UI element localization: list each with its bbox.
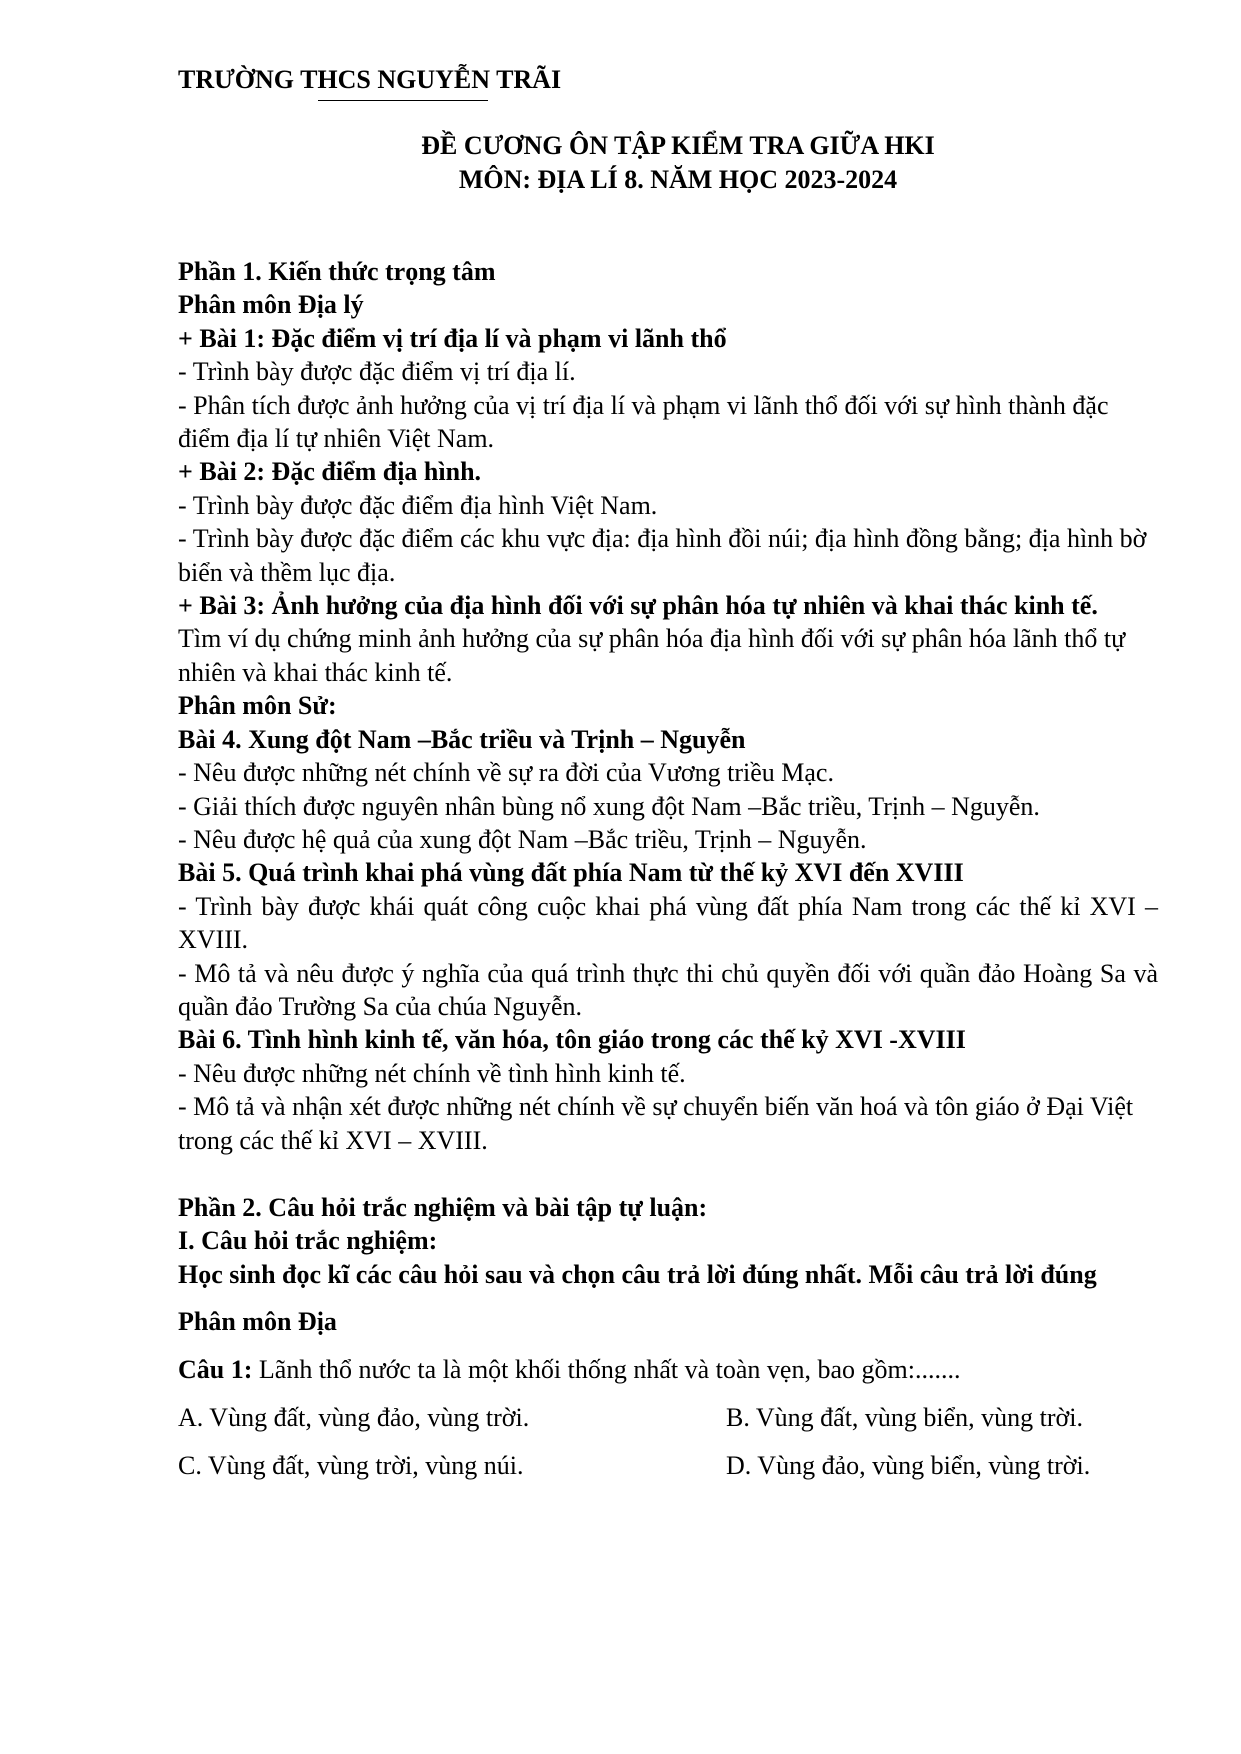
question-1-text: Lãnh thổ nước ta là một khối thống nhất và toàn vẹn, bao gồm:....... bbox=[252, 1354, 961, 1384]
question-1-options-row-1 bbox=[178, 1401, 1158, 1434]
document-page bbox=[178, 64, 1158, 1483]
bai1-item-2: - Phân tích được ảnh hưởng của vị trí địa lí và phạm vi lãnh thổ đối với sự hình thành đặc điểm địa lí tự nhiên Việt Nam. bbox=[178, 390, 1109, 454]
bai3-item-1: Tìm ví dụ chứng minh ảnh hưởng của sự phân hóa địa hình đối với sự phân hóa lãnh thổ tự nhiên và khai thác kinh tế. bbox=[178, 624, 1126, 687]
bai6-item-1: - Nêu được những nét chính về tình hình kinh tế. bbox=[178, 1058, 686, 1088]
history-heading: Phân môn Sử: bbox=[178, 691, 337, 721]
bai1-title: + Bài 1: Đặc điểm vị trí địa lí và phạm vi lãnh thổ bbox=[178, 323, 727, 353]
option-a: A. Vùng đất, vùng đảo, vùng trời. bbox=[178, 1403, 530, 1432]
subject-heading: Phân môn Địa bbox=[178, 1307, 337, 1337]
part2-instruction: Học sinh đọc kĩ các câu hỏi sau và chọn câu trả lời đúng nhất. Mỗi câu trả lời đúng bbox=[178, 1259, 1097, 1289]
school-name: TRƯỜNG THCS NGUYỄN TRÃI bbox=[178, 65, 562, 94]
bai5-title: Bài 5. Quá trình khai phá vùng đất phía Nam từ thế kỷ XVI đến XVIII bbox=[178, 858, 964, 888]
part1-heading: Phần 1. Kiến thức trọng tâm bbox=[178, 257, 496, 286]
question-1-label: Câu 1: bbox=[178, 1354, 253, 1384]
bai4-title: Bài 4. Xung đột Nam –Bắc triều và Trịnh – Nguyễn bbox=[178, 724, 746, 754]
question-1-options-row-2 bbox=[178, 1449, 1158, 1482]
option-b: B. Vùng đất, vùng biển, vùng trời. bbox=[726, 1403, 1084, 1432]
title-line-1: ĐỀ CƯƠNG ÔN TẬP KIỂM TRA GIỮA HKI bbox=[421, 131, 935, 160]
part2-heading: Phần 2. Câu hỏi trắc nghiệm và bài tập tự luận: bbox=[178, 1192, 708, 1222]
bai4-item-1: - Nêu được những nét chính về sự ra đời của Vương triều Mạc. bbox=[178, 758, 834, 788]
part2-sub-heading: I. Câu hỏi trắc nghiệm: bbox=[178, 1226, 438, 1256]
geo-heading: Phân môn Địa lý bbox=[178, 290, 364, 320]
bai2-item-2: - Trình bày được đặc điểm các khu vực địa: địa hình đồi núi; địa hình đồng bằng; địa hình bờ biển và thềm lục địa. bbox=[178, 524, 1147, 587]
bai5-item-1: - Trình bày được khái quát công cuộc khai phá vùng đất phía Nam trong các thế kỉ XVI – XVIII. bbox=[178, 891, 1158, 955]
bai4-item-3: - Nêu được hệ quả của xung đột Nam –Bắc triều, Trịnh – Nguyễn. bbox=[178, 824, 867, 854]
bai4-item-2: - Giải thích được nguyên nhân bùng nổ xung đột Nam –Bắc triều, Trịnh – Nguyễn. bbox=[178, 791, 1040, 821]
document-title bbox=[178, 129, 1158, 197]
question-1 bbox=[178, 1353, 1158, 1386]
section-spacer bbox=[178, 1157, 1158, 1191]
bai5-item-2: - Mô tả và nêu được ý nghĩa của quá trình thực thi chủ quyền đối với quần đảo Hoàng Sa và quần đảo Trường Sa của chúa Nguyễn. bbox=[178, 958, 1158, 1021]
bai1-item-1: - Trình bày được đặc điểm vị trí địa lí. bbox=[178, 357, 576, 387]
bai3-title: + Bài 3: Ảnh hưởng của địa hình đối với sự phân hóa tự nhiên và khai thác kinh tế. bbox=[178, 591, 1098, 621]
title-line-2: MÔN: ĐỊA LÍ 8. NĂM HỌC 2023-2024 bbox=[458, 165, 898, 194]
option-c: C. Vùng đất, vùng trời, vùng núi. bbox=[178, 1451, 524, 1481]
bai6-item-2: - Mô tả và nhận xét được những nét chính về sự chuyển biến văn hoá và tôn giáo ở Đại Việt trong các thế kỉ XVI – XVIII. bbox=[178, 1092, 1134, 1155]
bai2-title: + Bài 2: Đặc điểm địa hình. bbox=[178, 457, 482, 487]
bai2-item-1: - Trình bày được đặc điểm địa hình Việt Nam. bbox=[178, 490, 658, 520]
bai6-title: Bài 6. Tình hình kinh tế, văn hóa, tôn giáo trong các thế kỷ XVI -XVIII bbox=[178, 1025, 966, 1055]
school-underline bbox=[318, 100, 488, 101]
document-body bbox=[178, 255, 1158, 1483]
option-d: D. Vùng đảo, vùng biển, vùng trời. bbox=[726, 1451, 1091, 1481]
